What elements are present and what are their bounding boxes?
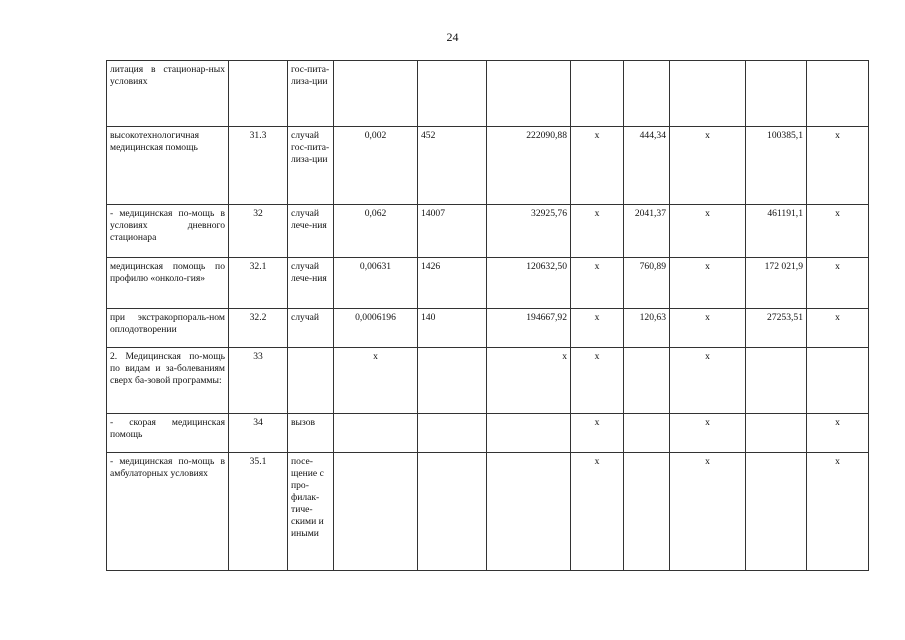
row-name: - медицинская по-мощь в амбулаторных условиях — [107, 453, 229, 571]
cell-value: 0,062 — [334, 205, 418, 258]
cell-value — [624, 453, 670, 571]
cell-value: 14007 — [418, 205, 487, 258]
table-row — [107, 453, 869, 571]
cell-value: х — [571, 453, 624, 571]
page-number: 24 — [446, 30, 459, 44]
row-code: 31.3 — [229, 127, 288, 205]
cell-value: х — [670, 453, 746, 571]
cell-value: х — [571, 348, 624, 414]
cell-value: х — [807, 127, 869, 205]
cell-value: х — [670, 205, 746, 258]
cell-value — [746, 348, 807, 414]
cell-value — [418, 61, 487, 127]
cell-value: 1426 — [418, 258, 487, 309]
row-unit: посе-щение с про-филак-тиче-скими и иными — [288, 453, 334, 571]
row-name: литация в стационар-ных условиях — [107, 61, 229, 127]
row-unit: гос-пита-лиза-ции — [288, 61, 334, 127]
cell-value — [746, 414, 807, 453]
row-code: 33 — [229, 348, 288, 414]
cell-value: 100385,1 — [746, 127, 807, 205]
cell-value — [487, 453, 571, 571]
cell-value: х — [670, 258, 746, 309]
cell-value — [807, 61, 869, 127]
cell-value: х — [670, 309, 746, 348]
row-unit: случай гос-пита-лиза-ции — [288, 127, 334, 205]
cell-value: х — [670, 414, 746, 453]
tariff-table — [106, 60, 869, 571]
cell-value — [670, 61, 746, 127]
cell-value — [334, 61, 418, 127]
cell-value: 140 — [418, 309, 487, 348]
row-unit: случай лече-ния — [288, 205, 334, 258]
cell-value: х — [807, 309, 869, 348]
row-code — [229, 61, 288, 127]
table-row — [107, 61, 869, 127]
cell-value — [334, 453, 418, 571]
cell-value: 0,00631 — [334, 258, 418, 309]
table-row — [107, 258, 869, 309]
row-name: 2. Медицинская по-мощь по видам и за-болеваниям сверх ба-зовой программы: — [107, 348, 229, 414]
cell-value: х — [807, 414, 869, 453]
cell-value: х — [571, 205, 624, 258]
row-name: при экстракорпораль-ном оплодотворении — [107, 309, 229, 348]
cell-value: х — [487, 348, 571, 414]
cell-value: 194667,92 — [487, 309, 571, 348]
row-name: медицинская помощь по профилю «онколо-гия» — [107, 258, 229, 309]
table-row — [107, 205, 869, 258]
cell-value — [334, 414, 418, 453]
cell-value — [624, 61, 670, 127]
row-name: - медицинская по-мощь в условиях дневного стационара — [107, 205, 229, 258]
table-row — [107, 414, 869, 453]
cell-value: 0,002 — [334, 127, 418, 205]
cell-value: 2041,37 — [624, 205, 670, 258]
table-row — [107, 348, 869, 414]
cell-value: х — [571, 127, 624, 205]
cell-value: 120,63 — [624, 309, 670, 348]
cell-value — [418, 414, 487, 453]
cell-value — [624, 414, 670, 453]
cell-value: х — [571, 414, 624, 453]
cell-value: 452 — [418, 127, 487, 205]
cell-value — [418, 348, 487, 414]
cell-value — [807, 348, 869, 414]
row-code: 32.2 — [229, 309, 288, 348]
cell-value: 27253,51 — [746, 309, 807, 348]
row-code: 32.1 — [229, 258, 288, 309]
row-code: 35.1 — [229, 453, 288, 571]
cell-value — [624, 348, 670, 414]
row-unit: случай лече-ния — [288, 258, 334, 309]
cell-value: х — [807, 258, 869, 309]
cell-value: х — [670, 348, 746, 414]
row-unit — [288, 348, 334, 414]
cell-value — [746, 453, 807, 571]
cell-value: 444,34 — [624, 127, 670, 205]
cell-value: 222090,88 — [487, 127, 571, 205]
cell-value: х — [571, 258, 624, 309]
cell-value: 120632,50 — [487, 258, 571, 309]
cell-value: х — [807, 205, 869, 258]
row-unit: случай — [288, 309, 334, 348]
cell-value: 461191,1 — [746, 205, 807, 258]
cell-value: 172 021,9 — [746, 258, 807, 309]
cell-value — [487, 414, 571, 453]
table-row — [107, 127, 869, 205]
cell-value: х — [334, 348, 418, 414]
cell-value: 0,0006196 — [334, 309, 418, 348]
cell-value: х — [571, 309, 624, 348]
cell-value — [487, 61, 571, 127]
table-row — [107, 309, 869, 348]
row-name: высокотехнологичная медицинская помощь — [107, 127, 229, 205]
cell-value: х — [807, 453, 869, 571]
cell-value — [571, 61, 624, 127]
cell-value: х — [670, 127, 746, 205]
cell-value: 32925,76 — [487, 205, 571, 258]
row-code: 34 — [229, 414, 288, 453]
row-unit: вызов — [288, 414, 334, 453]
cell-value: 760,89 — [624, 258, 670, 309]
row-code: 32 — [229, 205, 288, 258]
row-name: - скорая медицинская помощь — [107, 414, 229, 453]
cell-value — [746, 61, 807, 127]
cell-value — [418, 453, 487, 571]
